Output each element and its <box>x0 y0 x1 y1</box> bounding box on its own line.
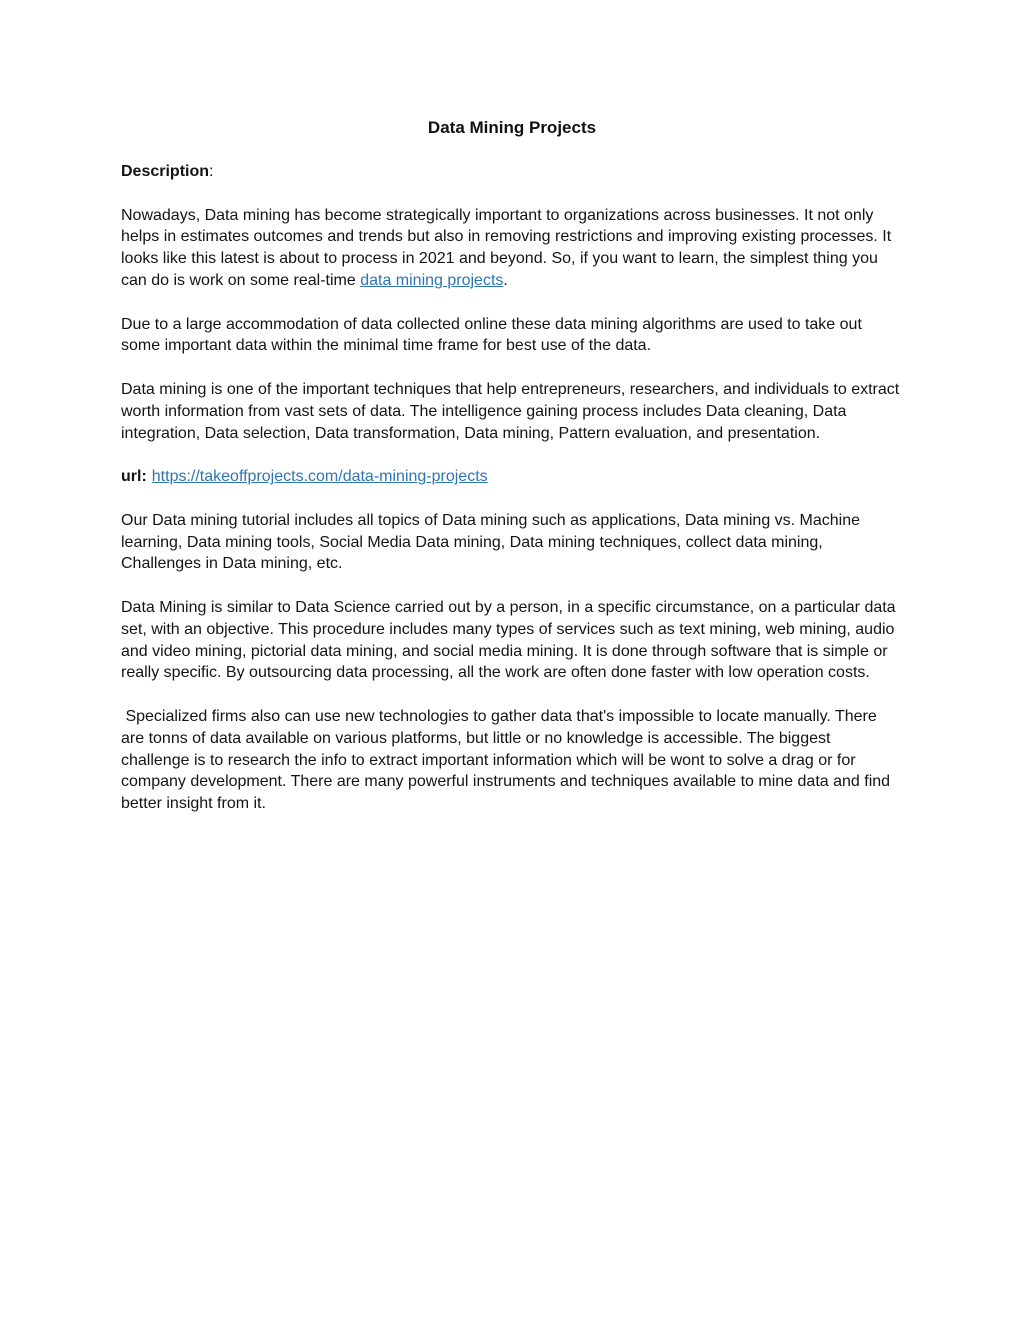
url-label: url: <box>121 468 147 486</box>
paragraph-specialized: Specialized firms also can use new technologies to gather data that's impossible to locate manually. There are tonns of data available on various platforms, but little or no knowledge is accessible. The biggest challenge is to research the info to extract important information which will be wont to solve a drag or for company development. There are many powerful instruments and techniques available to mine data and find better insight from it. <box>121 707 895 813</box>
paragraph-tutorial: Our Data mining tutorial includes all topics of Data mining such as applications, Data mining vs. Machine learning, Data mining tools, Social Media Data mining, Data mining techniques, collect data mining, Challenges in Data mining, etc. <box>121 511 865 573</box>
paragraph-intro <box>121 205 903 292</box>
paragraph-techniques: Data mining is one of the important techniques that help entrepreneurs, researchers, and individuals to extract worth information from vast sets of data. The intelligence gaining process includes Data cleaning, Data integration, Data selection, Data transformation, Data mining, Pattern evaluation, and presentation. <box>121 380 904 442</box>
description-label: Description <box>121 163 210 180</box>
paragraph-accommodation: Due to a large accommodation of data collected online these data mining algorithms are used to take out some important data within the minimal time frame for best use of the data. <box>121 315 867 355</box>
data-mining-projects-link[interactable]: data mining projects <box>360 271 504 289</box>
takeoffprojects-url-link[interactable]: https://takeoffprojects.com/data-mining-projects <box>151 468 488 486</box>
document-title: Data Mining Projects <box>427 118 597 137</box>
paragraph-intro-text: Nowadays, Data mining has become strategically important to organizations across businesses. It not only helps in estimates outcomes and trends but also in removing restrictions and improving existing processes. It looks like this latest is about to process in 2021 and beyond. So, if you want to learn, the simplest thing you can do is work on some real-time <box>121 206 896 289</box>
paragraph-intro-after: . <box>503 271 508 289</box>
url-line <box>121 466 903 488</box>
description-heading <box>121 161 903 183</box>
description-colon: : <box>209 163 214 180</box>
paragraph-similarity: Data Mining is similar to Data Science carried out by a person, in a specific circumstance, on a particular data set, with an objective. This procedure includes many types of services such as text mining, web mining, audio and video mining, pictorial data mining, and social media mining. It is done through software that is simple or really specific. By outsourcing data processing, all the work are often done faster with low operation costs. <box>121 598 901 682</box>
